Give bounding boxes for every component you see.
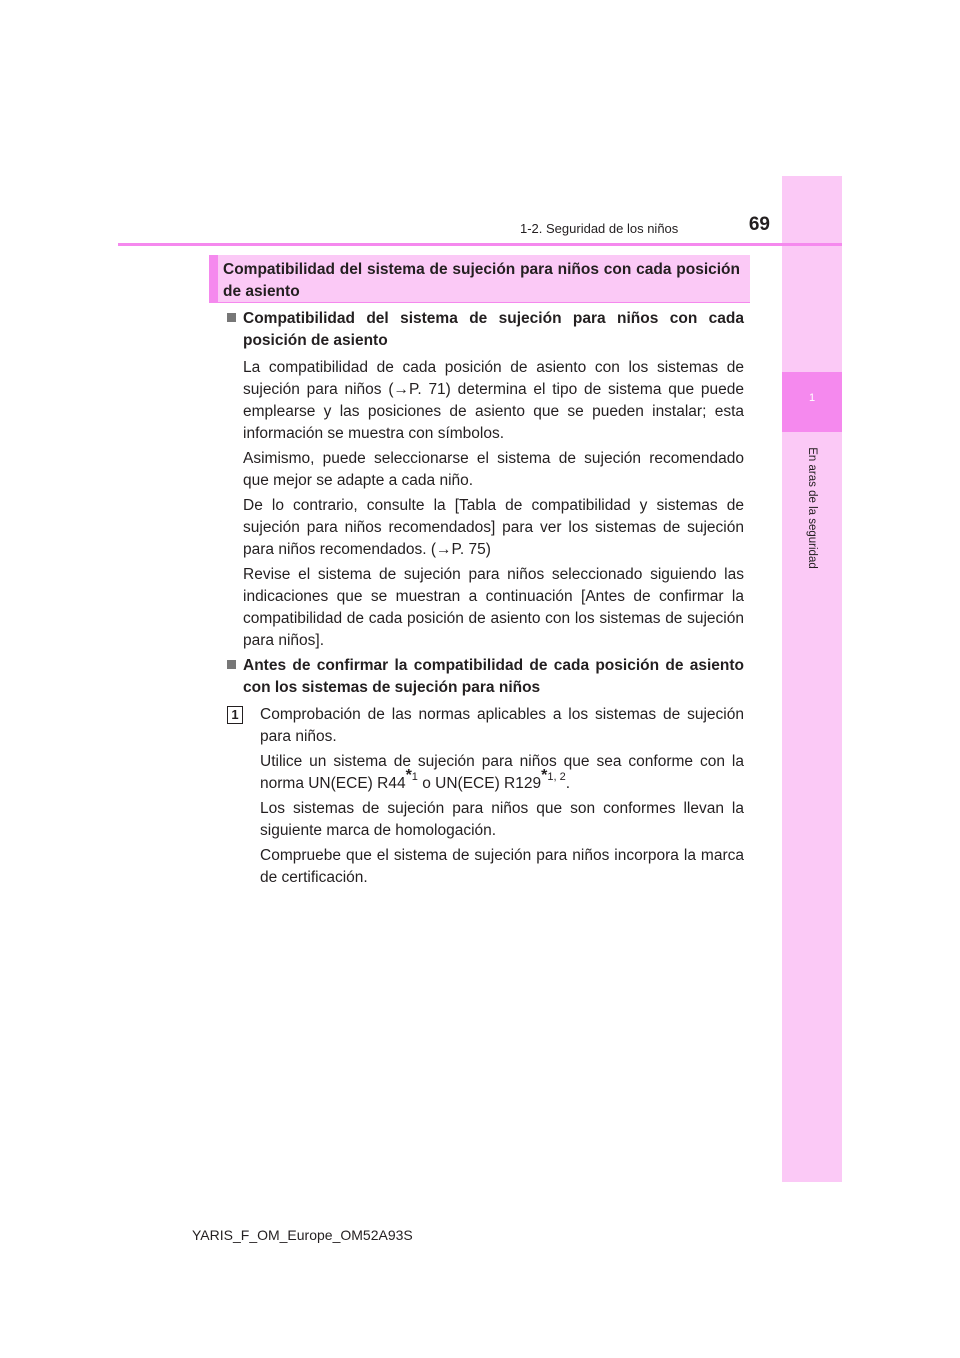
chapter-side-tab: [782, 176, 842, 1182]
page-number: 69: [748, 214, 770, 235]
subsection-heading-before-confirm: [227, 655, 744, 699]
subsection-heading-compatibility: [227, 308, 744, 352]
page-reference-link[interactable]: P. 75): [451, 541, 491, 558]
chapter-title: En aras de la seguridad: [806, 447, 818, 569]
arrow-right-icon: →: [436, 541, 452, 558]
star-icon: *: [405, 766, 412, 784]
paragraph: Asimismo, puede seleccionarse el sistema de sujeción recomendado que mejor se adapte a cada niño.: [243, 450, 744, 489]
footnote-reference: *1, 2: [541, 766, 566, 784]
subsection-heading-text: Antes de confirmar la compatibilidad de cada posición de asiento con los sistemas de sujeción para niños: [243, 657, 744, 696]
paragraph: La compatibilidad de cada posición de asiento con los sistemas de sujeción para niños (→P. 71) determina el tipo de sistema que puede emplearse y las posiciones de asiento que se pueden instalar; esta información se muestra con símbolos.: [243, 359, 744, 442]
step-text: Comprobación de las normas aplicables a los sistemas de sujeción para niños.: [260, 706, 744, 745]
arrow-right-icon: →: [393, 381, 409, 398]
section-title-accent: [209, 255, 218, 302]
paragraph: De lo contrario, consulte la [Tabla de compatibilidad y sistemas de sujeción para niños recomendados] para ver los sistemas de sujeción para niños recomendados. (→P. 75): [243, 497, 744, 558]
footnote-reference: *1: [405, 766, 418, 784]
paragraph: Compruebe que el sistema de sujeción para niños incorpora la marca de certificación.: [260, 847, 744, 886]
header-rule: [118, 243, 842, 246]
chapter-number: 1: [808, 392, 816, 404]
main-content: [227, 308, 744, 892]
footer-document-id: YARIS_F_OM_Europe_OM52A93S: [192, 1227, 413, 1243]
star-icon: *: [541, 766, 548, 784]
paragraph: Revise el sistema de sujeción para niños seleccionado siguiendo las indicaciones que se muestran a continuación [Antes de confirmar la compatibilidad de cada posición de asiento con los sistemas de sujeción para niños].: [243, 566, 744, 649]
step-number-badge: 1: [227, 706, 243, 724]
paragraph: Utilice un sistema de sujeción para niños que sea conforme con la norma UN(ECE) R44$^{*1}$ o UN(ECE) R129$^{*1, 2}$.: [260, 753, 744, 792]
running-header-section: 1-2. Seguridad de los niños: [520, 221, 679, 236]
page-reference-link[interactable]: P. 71) determina el tipo de sistema que puede emplearse y las posiciones de asiento que se pueden instalar; esta información se muestra con símbolos.: [243, 381, 744, 442]
paragraph: Los sistemas de sujeción para niños que son conformes llevan la siguiente marca de homologación.: [260, 800, 744, 839]
subsection-heading-text: Compatibilidad del sistema de sujeción para niños con cada posición de asiento: [243, 310, 744, 349]
square-bullet-icon: [227, 660, 236, 669]
section-title-box: [209, 255, 750, 303]
step-item: [227, 704, 744, 748]
square-bullet-icon: [227, 313, 236, 322]
section-title: Compatibilidad del sistema de sujeción para niños con cada posición de asiento: [223, 261, 740, 300]
